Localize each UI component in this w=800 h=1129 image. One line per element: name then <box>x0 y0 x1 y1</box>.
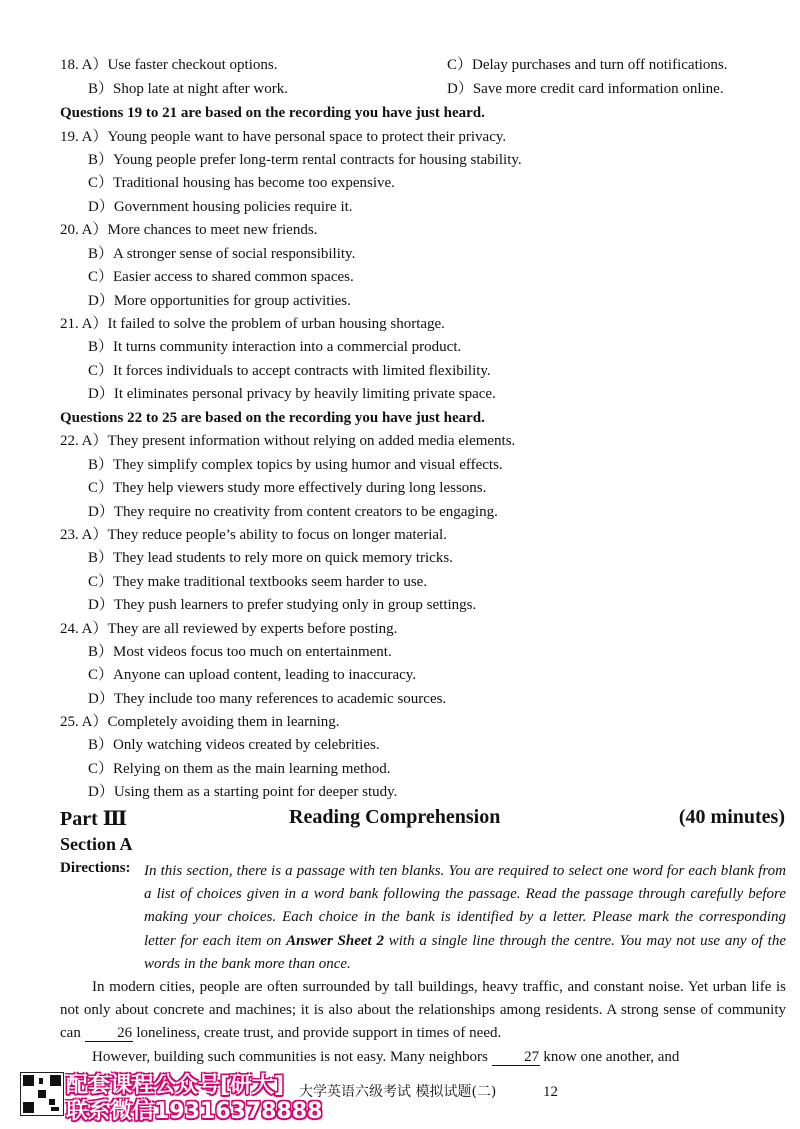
part-time: (40 minutes) <box>678 806 785 828</box>
q24-option-c: C）Anyone can upload content, leading to inaccuracy. <box>88 667 417 683</box>
part-label: Part Ⅲ <box>60 808 128 830</box>
passage-paragraph-1: In modern cities, people are often surrounded by tall buildings, heavy traffic, and constant noise. Yet urban life is not only about concrete and machines; it is also about the relationships among residents. A strong sense of community can 26 loneliness, create trust, and provide support in times of need. <box>60 979 786 1042</box>
q19-option-d: D）Government housing policies require it. <box>88 199 353 215</box>
q19-option-c: C）Traditional housing has become too expensive. <box>88 175 395 191</box>
q22-option-c: C）They help viewers study more effectively during long lessons. <box>88 480 487 496</box>
watermark-line-2: 联系微信19316378888 <box>66 1099 323 1124</box>
q20-option-d: D）More opportunities for group activities. <box>88 293 351 309</box>
section-title: Section A <box>60 834 133 854</box>
footer-exam-title: 大学英语六级考试 模拟试题(二) <box>299 1084 497 1100</box>
answer-sheet-emphasis: Answer Sheet 2 <box>286 932 384 949</box>
q23-option-a: 23. A）They reduce people’s ability to focus on longer material. <box>60 527 447 543</box>
q18-option-d: D）Save more credit card information online. <box>447 81 724 97</box>
q22-option-b: B）They simplify complex topics by using humor and visual effects. <box>88 457 503 473</box>
q24-option-d: D）They include too many references to academic sources. <box>88 691 447 707</box>
q23-option-b: B）They lead students to rely more on quick memory tricks. <box>88 550 453 566</box>
directions-label: Directions: <box>60 860 131 876</box>
q24-option-b: B）Most videos focus too much on entertainment. <box>88 644 392 660</box>
q25-option-a: 25. A）Completely avoiding them in learning. <box>60 714 340 730</box>
qr-code-icon <box>20 1072 64 1116</box>
blank-27: 27 <box>492 1049 540 1066</box>
group-heading-22-25: Questions 22 to 25 are based on the recording you have just heard. <box>60 410 485 426</box>
q21-option-b: B）It turns community interaction into a commercial product. <box>88 339 462 355</box>
q21-option-a: 21. A）It failed to solve the problem of urban housing shortage. <box>60 316 445 332</box>
q25-option-c: C）Relying on them as the main learning method. <box>88 761 391 777</box>
q20-option-c: C）Easier access to shared common spaces. <box>88 269 354 285</box>
q23-option-c: C）They make traditional textbooks seem harder to use. <box>88 574 428 590</box>
passage-paragraph-2: However, building such communities is not easy. Many neighbors 27 know one another, and <box>92 1049 680 1065</box>
q20-option-b: B）A stronger sense of social responsibility. <box>88 246 356 262</box>
q18-option-a: 18. A）Use faster checkout options. <box>60 57 278 73</box>
q25-option-b: B）Only watching videos created by celebrities. <box>88 737 380 753</box>
q21-option-d: D）It eliminates personal privacy by heavily limiting private space. <box>88 386 496 402</box>
blank-26: 26 <box>85 1025 133 1042</box>
q18-option-c: C）Delay purchases and turn off notifications. <box>447 57 728 73</box>
q19-option-b: B）Young people prefer long-term rental contracts for housing stability. <box>88 152 522 168</box>
q21-option-c: C）It forces individuals to accept contracts with limited flexibility. <box>88 363 491 379</box>
q23-option-d: D）They push learners to prefer studying only in group settings. <box>88 597 477 613</box>
q22-option-a: 22. A）They present information without relying on added media elements. <box>60 433 516 449</box>
group-heading-19-21: Questions 19 to 21 are based on the recording you have just heard. <box>60 105 485 121</box>
q25-option-d: D）Using them as a starting point for deeper study. <box>88 784 398 800</box>
directions-text: In this section, there is a passage with ten blanks. You are required to select one word for each blank from a list of choices given in a word bank following the passage. Read the passage through carefully before making your choices. Each choice in the bank is identified by a letter. Please mark the corresponding letter for each item on Answer Sheet 2 with a single line through the centre. You may not use any of the words in the bank more than once. <box>144 863 786 972</box>
q18-option-b: B）Shop late at night after work. <box>88 81 288 97</box>
watermark-line-1: 配套课程公众号[研大] <box>66 1073 285 1098</box>
part-title: Reading Comprehension <box>289 806 501 828</box>
part-heading <box>60 806 785 832</box>
page-number: 12 <box>543 1084 558 1100</box>
q20-option-a: 20. A）More chances to meet new friends. <box>60 222 318 238</box>
q19-option-a: 19. A）Young people want to have personal space to protect their privacy. <box>60 129 507 145</box>
q24-option-a: 24. A）They are all reviewed by experts before posting. <box>60 621 398 637</box>
q22-option-d: D）They require no creativity from content creators to be engaging. <box>88 504 498 520</box>
